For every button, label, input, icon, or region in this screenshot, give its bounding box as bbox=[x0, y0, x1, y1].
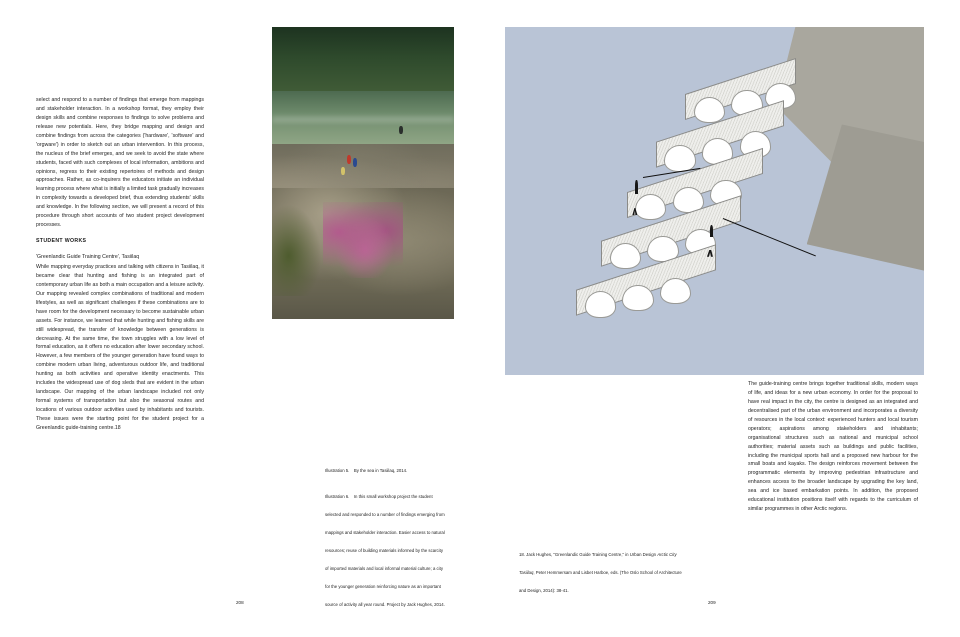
right-paragraph: The guide-training centre brings together traditional skills, modern ways of life, and ideas for a new urban economy. In order for the proposal to have real impact in the city, the centre is designed as an integrated and decentralised part of the urban environment and incorporates a diversity of resources in the local context: experienced hunters and local tourism operators; aspirations among stakeholders and inhabitants; organisational structures such as national and municipal school authorities; material assets such as buildings and public facilities, including the municipal sports hall and a proposed new harbour for the small boats and kayaks. The design reinforces movement between the programmatic elements by improving pedestrian infrastructure and enhances access to the broader landscape by upgrading the key land, sea and ice based embarkation points. In addition, the proposed educational institution positions itself with regards to the curriculum of similar programmes in other Arctic regions. bbox=[748, 381, 918, 513]
photo-person-4 bbox=[341, 167, 345, 175]
pontoon-5c bbox=[660, 278, 691, 304]
figure-person-crouching bbox=[710, 225, 713, 237]
pontoon-5b bbox=[622, 285, 653, 311]
pontoon-5a bbox=[585, 291, 616, 317]
figure-captions bbox=[325, 459, 445, 611]
subsection-heading: 'Greenlandic Guide Training Centre', Tasiilaq bbox=[36, 254, 140, 261]
photo-person-3 bbox=[353, 158, 357, 167]
photo-person-2 bbox=[347, 155, 351, 164]
pontoon-2a bbox=[664, 145, 695, 171]
floating-jetty-render bbox=[505, 27, 924, 375]
page-number-right: 209 bbox=[708, 600, 716, 605]
pontoon-4a bbox=[610, 243, 641, 269]
caption-5-text: By the sea in Tasiilaq, 2014. bbox=[353, 468, 408, 473]
caption-illustration-5 bbox=[325, 459, 445, 477]
caption-illustration-6 bbox=[325, 485, 445, 611]
intro-paragraph: select and respond to a number of findings that emerge from mappings and stakeholder interaction. In a workshop format, they employ their design skills and combine responses to findings to solve problems and release new potentials. Here, they bridge mapping and design and combine findings from across the categories ('hardware', 'software' and 'orgware') in order to sketch out an urban intervention. In this process, the nucleus of the brief emerges, and we seek to avoid the state where students, faced with such complexes of local information, ambitions and opinions, regress to their existing repertoires of methods and design approaches. Rather, as co-inquirers the educators initiate an individual learning process where what is initially a limited task gradually increases in complexity towards a developed brief, thus extending students' skills and knowledge. In the following section, we will present a record of this procedure through short accounts of two student project development processes. bbox=[36, 97, 204, 229]
section-heading: STUDENT WORKS bbox=[36, 238, 87, 245]
tasiilaq-sea-photo bbox=[272, 27, 454, 319]
caption-6-label: Illustration 6. bbox=[325, 494, 350, 499]
photo-flowers bbox=[323, 202, 403, 278]
subsection-paragraph: While mapping everyday practices and talking with citizens in Tasiilaq, it became clear that hunting and fishing is an integrated part of contemporary urban life as both a main occupation and a leisure activity. Our mapping revealed complex combinations of traditional and modern lifestyles, as well as significant challenges if these combinations are to have room for the development necessary to become sustainable urban assets. For instance, we learned that while hunting and fishing skills are still widespread, the transfer of knowledge between generations is decreasing. At the same time, the town struggles with a low level of formal education, as it offers no education after lower secondary school. However, a few members of the younger generation have found ways to combine modern urban living, adventurous outdoor life, and traditional hunting as both activities and operative identity enactments. This includes the widespread use of dog sleds that are evident in the urban landscape. Our mapping of the urban landscape included not only formal systems of transportation but also the seasonal routes and locations of various outdoor activities used by inhabitants and tourists. These issues were the starting point for the student project for a Greenlandic guide-training centre.18 bbox=[36, 264, 204, 431]
fishing-rod-line-2 bbox=[723, 218, 816, 256]
caption-5-label: Illustration 5. bbox=[325, 468, 350, 473]
credit-suffix: , Peter Hemmersam and Lisbet Harboe, eds. (The Oslo School of Architecture and Design, 2014): 38-41. bbox=[519, 570, 682, 593]
right-text-column bbox=[748, 380, 918, 514]
page-number-left: 208 bbox=[236, 600, 244, 605]
left-text-column bbox=[36, 96, 204, 433]
credit-title: Arctic City Tasiilaq bbox=[519, 552, 677, 575]
pontoon-1a bbox=[694, 97, 725, 123]
caption-6-text: In this small workshop project the student selected and responded to a number of findings emerging from mappings and stakeholder interaction. Easier access to natural resources; reuse of building materials informed by the scarcity of imported materials and local informal material culture; a city for the younger generation reinforcing nature as an important source of activity all year round. Project by Jack Hughes, 2014. bbox=[325, 494, 445, 607]
pontoon-3a bbox=[635, 194, 666, 220]
figure-person-standing bbox=[635, 180, 638, 194]
photo-vegetation bbox=[272, 196, 327, 295]
footnote-credit bbox=[519, 543, 689, 597]
credit-prefix: 18. Jack Hughes, "Greenlandic Guide Training Centre," in Urban Design bbox=[519, 552, 658, 557]
